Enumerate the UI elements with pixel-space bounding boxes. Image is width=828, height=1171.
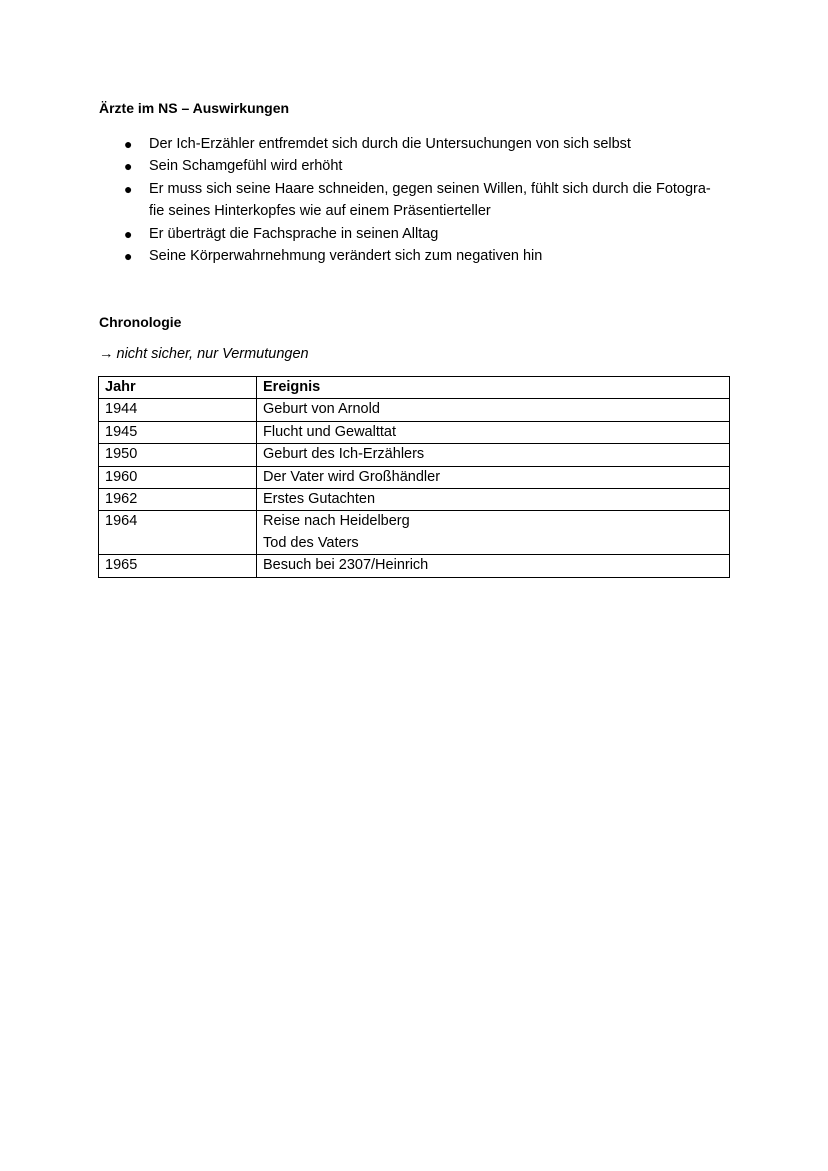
table-row [99, 399, 730, 421]
event-cell: Der Vater wird Großhändler [257, 466, 730, 488]
bullet-dot-icon: ● [124, 225, 133, 242]
year-cell: 1945 [99, 421, 257, 443]
list-item: ● Seine Körperwahrnehmung verändert sich zum negativen hin [99, 245, 731, 267]
event-cell: Flucht und Gewalttat [257, 421, 730, 443]
table-header-row [99, 377, 730, 399]
bullet-dot-icon: ● [124, 158, 133, 175]
list-item-line: fie seines Hinterkopfes wie auf einem Präsentierteller [149, 203, 491, 220]
table-row [99, 466, 730, 488]
bullet-dot-icon: ● [124, 248, 133, 265]
list-item: ● Er überträgt die Fachsprache in seinen Alltag [99, 223, 731, 245]
section-heading-aerzte: Ärzte im NS – Auswirkungen [99, 100, 290, 116]
right-arrow-icon: → [99, 346, 114, 362]
bullet-dot-icon: ● [124, 136, 133, 152]
year-cell: 1950 [99, 444, 257, 466]
table-row [99, 511, 730, 555]
section-heading-chronologie: Chronologie [99, 314, 182, 330]
table-row [99, 444, 730, 466]
effects-list [99, 133, 731, 267]
bullet-dot-icon: ● [124, 180, 133, 197]
event-cell: Besuch bei 2307/Heinrich [257, 555, 730, 577]
event-line: Reise nach Heidelberg [263, 513, 410, 530]
column-header-year: Jahr [99, 377, 257, 399]
event-cell [257, 511, 730, 555]
note-text: nicht sicher, nur Vermutungen [116, 346, 309, 362]
list-item: ● Sein Schamgefühl wird erhöht [99, 155, 731, 177]
year-cell: 1965 [99, 555, 257, 577]
event-cell: Geburt des Ich-Erzählers [257, 444, 730, 466]
column-header-event: Ereignis [257, 377, 730, 399]
year-cell: 1944 [99, 399, 257, 421]
year-cell: 1960 [99, 466, 257, 488]
event-cell: Erstes Gutachten [257, 489, 730, 511]
list-item-line: Er muss sich seine Haare schneiden, gegen seinen Willen, fühlt sich durch die Fotogra- [149, 180, 711, 197]
event-line: Tod des Vaters [263, 534, 359, 551]
list-item [99, 178, 731, 223]
chronology-note [99, 344, 309, 364]
table-row [99, 421, 730, 443]
table-row [99, 489, 730, 511]
event-cell: Geburt von Arnold [257, 399, 730, 421]
year-cell: 1962 [99, 489, 257, 511]
table-row [99, 555, 730, 577]
year-cell: 1964 [99, 511, 257, 555]
chronology-table [98, 376, 730, 578]
list-item: ● Der Ich-Erzähler entfremdet sich durch die Untersuchungen von sich selbst [99, 133, 731, 155]
